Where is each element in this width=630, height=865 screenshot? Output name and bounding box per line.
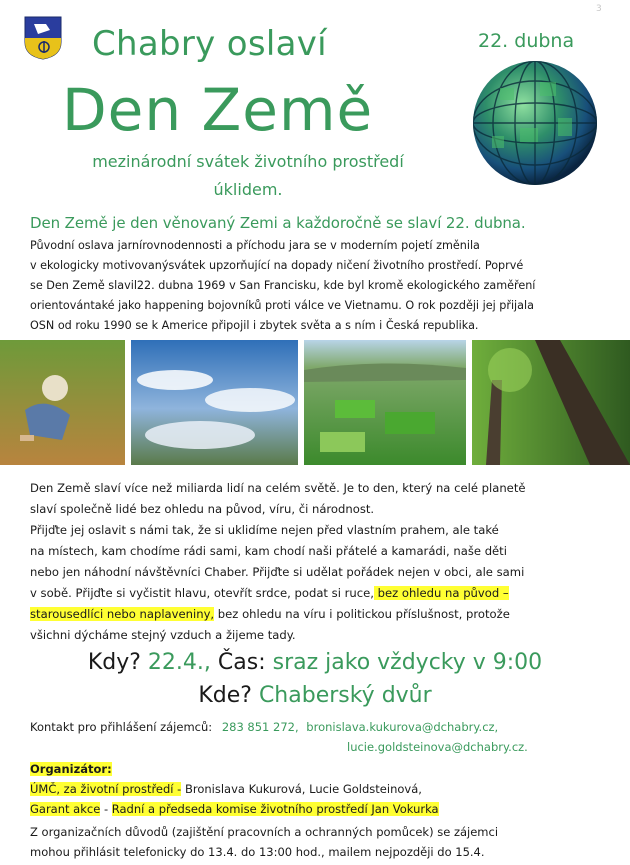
body-line: Přijďte jej oslavit s námi tak, že si uklidíme nejen před vlastním prahem, ale také (30, 523, 499, 537)
when-line (0, 650, 630, 675)
intro-line: se Den Země slavil22. dubna 1969 v San Francisku, kde byl kromě ekologického zaměření (30, 279, 536, 292)
tree-trunks-photo (472, 340, 630, 465)
dash: - (100, 802, 112, 816)
contact-phone[interactable]: 283 851 272, (221, 720, 299, 734)
page-number: 3 (596, 4, 602, 14)
guarantor-label: Garant akce (30, 802, 101, 816)
intro-line: Původní oslava jarnírovnodennosti a příchodu jara se v moderním pojetí změnila (30, 239, 480, 252)
contact-email-1[interactable]: bronislava.kukurova@dchabry.cz, (306, 720, 499, 734)
lead-sentence: Den Země je den věnovaný Zemi a každoročně se slaví 22. dubna. (30, 214, 526, 232)
organizer-line-2 (30, 802, 439, 816)
subtitle-line-2: úklidem. (213, 180, 283, 199)
earth-globe-image (470, 58, 600, 188)
event-date: 22. dubna (478, 30, 575, 52)
body-text: v sobě. Přijďte si vyčistit hlavu, otevřít srdce, podat si ruce, (30, 586, 374, 600)
intro-line: v ekologicky motivovanýsvátek upzorňující na dopady ničení životního prostředí. Poprvé (30, 259, 524, 272)
clouds-over-land-photo (131, 340, 298, 465)
organizer-title: Organizátor: (30, 762, 112, 776)
where-label: Kde? (198, 683, 252, 708)
when-date: 22.4., (147, 650, 211, 675)
time-label: Čas: (217, 650, 266, 675)
contact-email-2[interactable]: lucie.goldsteinova@dchabry.cz. (347, 740, 528, 754)
body-line: na místech, kam chodíme rádi sami, kam chodí naši přátelé a kamarádi, naše děti (30, 544, 507, 558)
where-value: Chaberský dvůr (258, 683, 432, 708)
photo-strip (0, 340, 630, 465)
body-line: nebo jen náhodní návštěvníci Chaber. Přijďte si udělat pořádek nejen v obci, ale sami (30, 565, 525, 579)
when-label: Kdy? (87, 650, 141, 675)
highlighted-text: bez ohledu na původ – (373, 586, 509, 600)
time-value: sraz jako vždycky v 9:00 (272, 650, 543, 675)
intro-line: OSN od roku 1990 se k Americe připojil i zbytek světa a s ním i Česká republika. (30, 319, 479, 332)
organizer-office: ÚMČ, za životní prostředí - (30, 782, 182, 796)
body-line: Den Země slaví více než miliarda lidí na celém světě. Je to den, který na celé planetě (30, 481, 526, 495)
guarantor-name: Radní a předseda komise životního prostředí Jan Vokurka (111, 802, 439, 816)
body-line: slaví společně lidé bez ohledu na původ, víru, či národnost. (30, 502, 375, 516)
contact-label: Kontakt pro přihlášení zájemců: (30, 720, 213, 734)
body-line: všichni dýcháme stejný vzduch a žijeme tady. (30, 628, 296, 642)
body-text: bez ohledu na víru i politickou příslušnost, protože (214, 607, 510, 621)
registration-note: Z organizačních důvodů (zajištění pracovních a ochranných pomůcek) se zájemci (30, 825, 499, 839)
title-line-1: Chabry oslaví (92, 24, 327, 64)
highlighted-text: starousedlíci nebo naplaveniny, (30, 607, 215, 621)
green-fields-aerial-photo (304, 340, 466, 465)
where-line (0, 683, 630, 708)
organizer-names: Bronislava Kukurová, Lucie Goldsteinová, (181, 782, 422, 796)
intro-line: orientovántaké jako happening bojovníků proti válce ve Vietnamu. O rok později jej přijala (30, 299, 534, 312)
child-in-grass-photo (0, 340, 125, 465)
body-line (30, 604, 610, 625)
contact-line (30, 720, 498, 734)
chabry-crest-logo (24, 16, 62, 60)
organizer-line-1 (30, 782, 422, 796)
registration-note: mohou přihlásit telefonicky do 13.4. do 13:00 hod., mailem nejpozději do 15.4. (30, 845, 485, 859)
title-line-2: Den Země (62, 76, 374, 144)
body-line (30, 583, 610, 604)
subtitle-line-1: mezinárodní svátek životního prostředí (92, 152, 404, 171)
